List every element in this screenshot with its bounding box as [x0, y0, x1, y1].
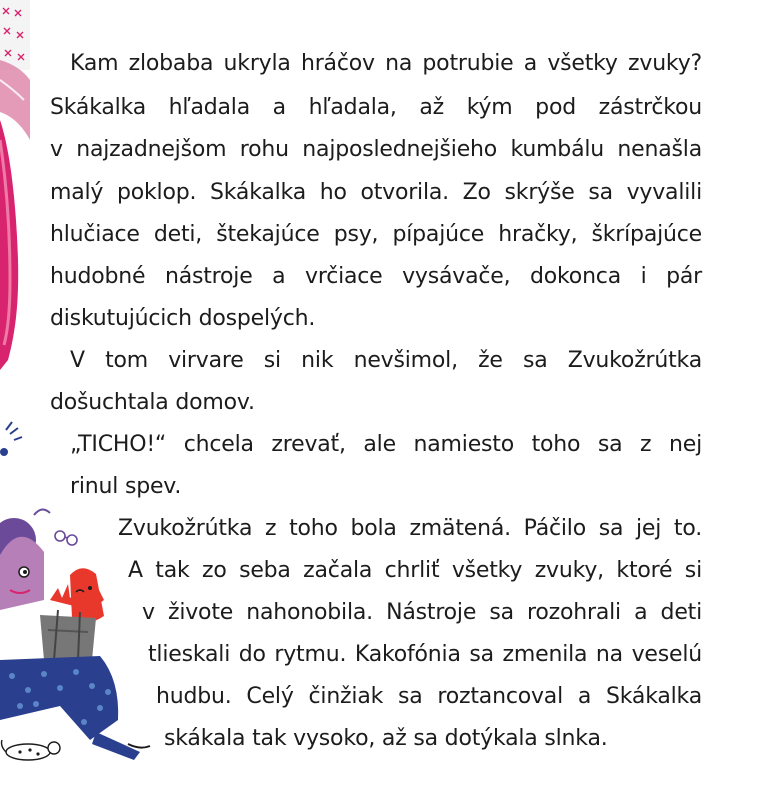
story-line: rinul spev.	[70, 474, 182, 499]
story-line: malý poklop. Skákalka ho otvorila. Zo skrýše sa vyvalili	[50, 180, 702, 205]
story-line: Kam zlobaba ukryla hráčov na potrubie a všetky zvuky?	[70, 51, 702, 76]
story-line: hlučiace deti, štekajúce psy, pípajúce hračky, škrípajúce	[50, 222, 702, 247]
story-line: skákala tak vysoko, až sa dotýkala slnka.	[164, 726, 608, 751]
story-line: v živote nahonobila. Nástroje sa rozohrali a deti	[142, 600, 702, 625]
patterned-strip-illustration	[0, 0, 30, 140]
story-line: „TICHO!“ chcela zrevať, ale namiesto toho sa z nej	[70, 432, 702, 457]
story-line: tlieskali do rytmu. Kakofónia sa zmenila na veselú	[148, 642, 702, 667]
story-line: Skákalka hľadala a hľadala, až kým pod zástrčkou	[50, 95, 702, 120]
story-line: V tom virvare si nik nevšimol, že sa Zvukožrútka	[70, 348, 702, 373]
story-line: A tak zo seba začala chrliť všetky zvuky, ktoré si	[128, 558, 702, 583]
story-line: hudobné nástroje a vrčiace vysávače, dokonca i pár	[50, 264, 702, 289]
story-line: diskutujúcich dospelých.	[50, 306, 316, 331]
magenta-ribbon-illustration	[0, 120, 18, 370]
story-line: v najzadnejšom rohu najposlednejšieho kumbálu nenašla	[50, 137, 702, 162]
scribble-illustration	[0, 422, 22, 456]
story-line: hudbu. Celý činžiak sa roztancoval a Skákalka	[156, 684, 702, 709]
characters-illustration	[0, 509, 150, 760]
story-line: došuchtala domov.	[50, 390, 255, 415]
story-line: Zvukožrútka z toho bola zmätená. Páčilo sa jej to.	[118, 516, 702, 541]
